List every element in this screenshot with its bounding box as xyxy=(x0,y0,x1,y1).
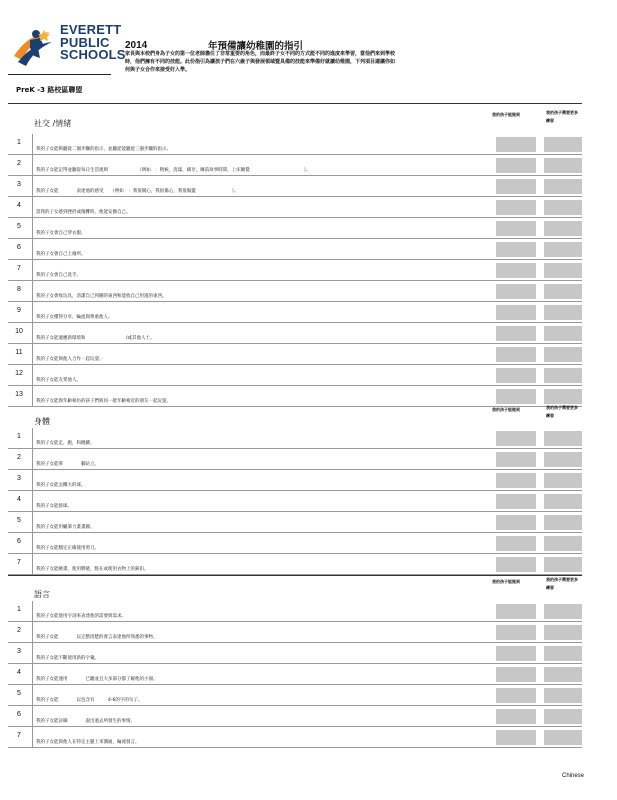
can-do-checkbox[interactable] xyxy=(496,709,536,724)
item-number: 10 xyxy=(15,328,23,335)
item-text: 我的子女會自己洗手。 xyxy=(36,273,81,278)
checklist-row xyxy=(8,344,582,365)
can-do-checkbox[interactable] xyxy=(496,667,536,682)
checklist-row xyxy=(8,155,582,176)
checklist-row xyxy=(8,554,582,575)
item-number: 6 xyxy=(17,244,21,251)
logo-wordmark xyxy=(60,24,130,62)
item-text: 我的子女能繪畫，使用膠捲，點在或使用衣物上的鈕扣。 xyxy=(36,567,149,572)
can-do-checkbox[interactable] xyxy=(496,688,536,703)
item-number: 3 xyxy=(17,181,21,188)
needs-practice-checkbox[interactable] xyxy=(544,158,582,173)
checklist-row xyxy=(8,365,582,386)
needs-practice-checkbox[interactable] xyxy=(544,431,582,446)
item-text: 我的子女能走，跑，和跳躍。 xyxy=(36,441,95,446)
needs-practice-checkbox[interactable] xyxy=(544,347,582,362)
item-text: 我的子女能使用字詞來表達他的需要與需求。 xyxy=(36,614,126,619)
needs-practice-checkbox[interactable] xyxy=(544,242,582,257)
checklist-row xyxy=(8,239,582,260)
item-number: 3 xyxy=(17,475,21,482)
school-logo xyxy=(10,22,126,72)
needs-practice-checkbox[interactable] xyxy=(544,688,582,703)
section-language xyxy=(8,575,582,748)
column-header-needs-practice: 我的孩子需要更多練習 xyxy=(546,110,578,123)
can-do-checkbox[interactable] xyxy=(496,536,536,551)
item-number: 7 xyxy=(17,265,21,272)
column-header-needs-practice: 我的孩子需要更多練習 xyxy=(546,405,578,418)
item-text: 我的子女能 以包含有 4-6的字的句子。 xyxy=(36,698,143,703)
can-do-checkbox[interactable] xyxy=(496,604,536,619)
item-number: 5 xyxy=(17,223,21,230)
item-number: 5 xyxy=(17,517,21,524)
can-do-checkbox[interactable] xyxy=(496,452,536,467)
item-number: 6 xyxy=(17,538,21,545)
needs-practice-checkbox[interactable] xyxy=(544,515,582,530)
column-header-can-do: 我的孩子能做到 xyxy=(492,407,520,412)
item-number: 7 xyxy=(17,559,21,566)
checklist-row xyxy=(8,512,582,533)
can-do-checkbox[interactable] xyxy=(496,557,536,572)
can-do-checkbox[interactable] xyxy=(496,326,536,341)
checklist-row xyxy=(8,428,582,449)
column-header-can-do: 我的孩子能做到 xyxy=(492,112,520,117)
checklist-row xyxy=(8,218,582,239)
item-number: 2 xyxy=(17,454,21,461)
can-do-checkbox[interactable] xyxy=(496,389,536,404)
item-number: 12 xyxy=(15,370,23,377)
needs-practice-checkbox[interactable] xyxy=(544,284,582,299)
item-text: 我的子女能單 腳站立。 xyxy=(36,462,99,467)
can-do-checkbox[interactable] xyxy=(496,515,536,530)
checklist-row xyxy=(8,302,582,323)
needs-practice-checkbox[interactable] xyxy=(544,389,582,404)
needs-practice-checkbox[interactable] xyxy=(544,494,582,509)
item-text: 我的子女能詳細 說出過去所發生的事情。 xyxy=(36,719,135,724)
item-number: 4 xyxy=(17,669,21,676)
logo-line-2: PUBLIC xyxy=(60,34,110,50)
page-title: 年預備讓幼稚園的指引 xyxy=(208,41,304,52)
logo-line-3: SCHOOLS xyxy=(60,47,126,62)
item-number: 13 xyxy=(15,391,23,398)
item-text: 我的子女會收玩具，清潔自己到剛的東西和能收自己用過的東西。 xyxy=(36,294,167,299)
item-text: 我的子女會自己穿衣服。 xyxy=(36,231,86,236)
item-number: 7 xyxy=(17,732,21,739)
can-do-checkbox[interactable] xyxy=(496,646,536,661)
item-text: 我的子女能丟擲大的球。 xyxy=(36,483,86,488)
item-number: 1 xyxy=(17,433,21,440)
checklist-row xyxy=(8,643,582,664)
checklist-row xyxy=(8,386,582,407)
checklist-row xyxy=(8,491,582,512)
section-social-emotional xyxy=(8,103,582,407)
item-text: 我的子女能用蠟筆力畫畫圖。 xyxy=(36,525,95,530)
item-text: 我的子女能 表達他的感受 （例如 ：我很開心，我很傷心，我很傷靈 ）。 xyxy=(36,189,239,194)
checklist-row xyxy=(8,664,582,685)
needs-practice-checkbox[interactable] xyxy=(544,646,582,661)
item-number: 9 xyxy=(17,307,21,314)
checklist-row xyxy=(8,323,582,344)
item-text: 我的子女能適應新環境和 /或其他人士。 xyxy=(36,336,155,341)
item-text: 我的子女能與他人合作一起玩耍。 xyxy=(36,357,104,362)
needs-practice-checkbox[interactable] xyxy=(544,179,582,194)
item-number: 1 xyxy=(17,606,21,613)
can-do-checkbox[interactable] xyxy=(496,242,536,257)
header-year: 2014 xyxy=(125,40,148,51)
item-text: 我的子女能不斷使用新的字彙。 xyxy=(36,656,99,661)
can-do-checkbox[interactable] xyxy=(496,625,536,640)
needs-practice-checkbox[interactable] xyxy=(544,625,582,640)
checklist-row xyxy=(8,533,582,554)
checklist-row xyxy=(8,727,582,748)
can-do-checkbox[interactable] xyxy=(496,473,536,488)
needs-practice-checkbox[interactable] xyxy=(544,667,582,682)
can-do-checkbox[interactable] xyxy=(496,305,536,320)
item-number: 4 xyxy=(17,202,21,209)
needs-practice-checkbox[interactable] xyxy=(544,730,582,745)
needs-practice-checkbox[interactable] xyxy=(544,137,582,152)
item-number: 4 xyxy=(17,496,21,503)
can-do-checkbox[interactable] xyxy=(496,200,536,215)
item-text: 我的子女能夠聽從二個步驟的指示，並聽從能聽從三個步驟的指示。 xyxy=(36,147,171,152)
item-number: 11 xyxy=(15,349,23,356)
checklist-row xyxy=(8,176,582,197)
logo-line-1: EVERETT xyxy=(60,22,122,37)
needs-practice-checkbox[interactable] xyxy=(544,263,582,278)
can-do-checkbox[interactable] xyxy=(496,137,536,152)
item-number: 8 xyxy=(17,286,21,293)
needs-practice-checkbox[interactable] xyxy=(544,326,582,341)
checklist-row xyxy=(8,706,582,727)
can-do-checkbox[interactable] xyxy=(496,179,536,194)
section-header xyxy=(8,103,582,134)
column-header-can-do: 我的孩子能做到 xyxy=(492,579,520,584)
checklist-row xyxy=(8,260,582,281)
can-do-checkbox[interactable] xyxy=(496,494,536,509)
item-number: 1 xyxy=(17,139,21,146)
checklist-row xyxy=(8,197,582,218)
can-do-checkbox[interactable] xyxy=(496,158,536,173)
item-number: 3 xyxy=(17,648,21,655)
needs-practice-checkbox[interactable] xyxy=(544,200,582,215)
needs-practice-checkbox[interactable] xyxy=(544,709,582,724)
item-text: 我的子女能接球。 xyxy=(36,504,72,509)
item-number: 6 xyxy=(17,711,21,718)
item-number: 5 xyxy=(17,690,21,697)
item-text: 我的子女會自己上廁所。 xyxy=(36,252,86,257)
checklist-row xyxy=(8,449,582,470)
item-text: 我的子女懂得分享，輪流與尊重他人。 xyxy=(36,315,113,320)
checklist-row xyxy=(8,622,582,643)
footer-language-label: Chinese xyxy=(562,773,585,779)
item-text: 我的子女能 以完整清楚的發言表達他所熟悉的事物。 xyxy=(36,635,158,640)
checklist-row xyxy=(8,281,582,302)
page-subtitle: PreK -3 路校區聯盟 xyxy=(16,86,83,94)
item-text: 我的子女能與他人在特定主題上來溝通，輪流發言。 xyxy=(36,740,140,745)
item-text: 我的子女能與年齡相仿的孩子們與同一批年齡相近的朋友一起玩耍。 xyxy=(36,399,171,404)
needs-practice-checkbox[interactable] xyxy=(544,221,582,236)
column-header-needs-practice: 我的孩子需要更多練習 xyxy=(546,577,578,590)
needs-practice-checkbox[interactable] xyxy=(544,305,582,320)
checklist-row xyxy=(8,601,582,622)
can-do-checkbox[interactable] xyxy=(496,431,536,446)
logo-figure-icon xyxy=(10,26,56,70)
can-do-checkbox[interactable] xyxy=(496,730,536,745)
item-text: 當我的子女感到挫折或傷難時，他能安撫自己。 xyxy=(36,210,131,215)
can-do-checkbox[interactable] xyxy=(496,263,536,278)
item-text: 我的子女能運用 已聽並且大多部分都了解他的小冊。 xyxy=(36,677,158,682)
needs-practice-checkbox[interactable] xyxy=(544,557,582,572)
checklist-row xyxy=(8,470,582,491)
checklist-row xyxy=(8,134,582,155)
can-do-checkbox[interactable] xyxy=(496,284,536,299)
section-title: 語言 xyxy=(34,590,50,599)
section-header xyxy=(8,575,582,601)
item-number: 2 xyxy=(17,160,21,167)
can-do-checkbox[interactable] xyxy=(496,347,536,362)
needs-practice-checkbox[interactable] xyxy=(544,536,582,551)
item-text: 我的子女能記得並聽從每日生活規則 （例如 ：稍候，洗澡，刷牙，睡前故事時間，上床睡覺 ）。 xyxy=(36,168,311,173)
section-title: 身體 xyxy=(34,417,50,426)
needs-practice-checkbox[interactable] xyxy=(544,452,582,467)
checklist-row xyxy=(8,685,582,706)
needs-practice-checkbox[interactable] xyxy=(544,368,582,383)
section-header xyxy=(8,406,582,428)
needs-practice-checkbox[interactable] xyxy=(544,473,582,488)
section-physical xyxy=(8,406,582,575)
item-text: 我的子女能友愛他人。 xyxy=(36,378,81,383)
item-text: 我的子女能穩定正確使用剪刀。 xyxy=(36,546,99,551)
item-number: 2 xyxy=(17,627,21,634)
needs-practice-checkbox[interactable] xyxy=(544,604,582,619)
can-do-checkbox[interactable] xyxy=(496,221,536,236)
header-divider xyxy=(8,74,111,75)
can-do-checkbox[interactable] xyxy=(496,368,536,383)
intro-paragraph: 家長與本校們身為子女的第一位老師擔任了非常重要的角色，而最終子女不同的方式能不同的進度來學習，當他們來到學校時，他們擁有不同的技能。此份指引為讓孩子們在六歲子與發展領域暨具備的技能來準備好就讀幼稚園，下列項目適讓你如何與子女合作來接受好入學。 xyxy=(125,51,396,73)
section-title: 社交 /情緒 xyxy=(34,119,72,128)
